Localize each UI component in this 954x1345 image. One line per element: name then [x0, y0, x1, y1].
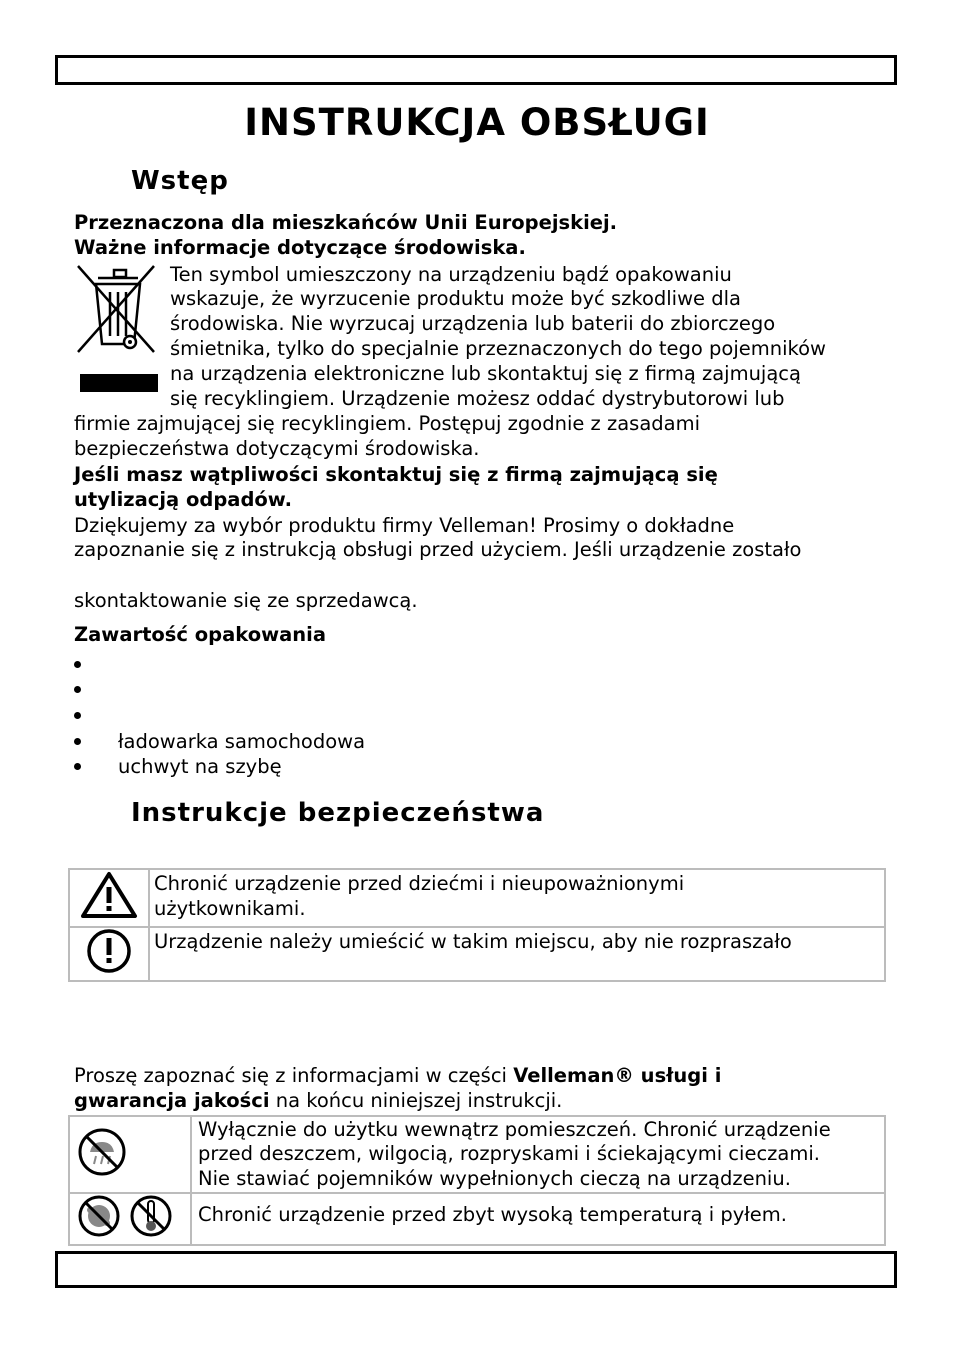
icon-cell — [69, 927, 149, 981]
icon-cell — [69, 869, 149, 927]
environment-table — [68, 1115, 886, 1246]
page-title: INSTRUKCJA OBSŁUGI — [244, 101, 710, 144]
weee-line: wskazuje, że wyrzucenie produktu może być szkodliwe dla — [170, 287, 741, 310]
table-row — [69, 869, 885, 927]
environment-info-line: Ważne informacje dotyczące środowiska. — [74, 236, 526, 259]
text-cell — [191, 1116, 885, 1193]
safety-table — [68, 868, 886, 982]
weee-line: się recyklingiem. Urządzenie możesz oddać dystrybutorowi lub — [170, 387, 785, 410]
list-item: ładowarka samochodowa — [118, 730, 366, 753]
table-row — [69, 1193, 885, 1245]
list-bullet — [73, 657, 85, 669]
warranty-note-bold: Velleman® usługi i — [513, 1064, 722, 1087]
weee-crossed-bin-icon — [74, 262, 162, 396]
table-row — [69, 927, 885, 981]
warranty-note-line-2 — [74, 1088, 562, 1113]
eu-residents-line: Przeznaczona dla mieszkańców Unii Europejskiej. — [74, 211, 618, 234]
warranty-note-prefix: Proszę zapoznać się z informacjami w części — [74, 1064, 514, 1087]
weee-line: Ten symbol umieszczony na urządzeniu bądź opakowaniu — [170, 263, 732, 286]
text-cell — [149, 869, 885, 927]
safety-text-line: użytkownikami. — [154, 897, 306, 920]
table-row — [69, 1116, 885, 1193]
list-bullet — [73, 708, 85, 720]
list-bullet — [73, 759, 85, 771]
section-heading-contents: Zawartość opakowania — [74, 623, 327, 646]
thanks-line: zapoznanie się z instrukcją obsługi przed użyciem. Jeśli urządzenie zostało — [74, 538, 802, 561]
icon-cell — [69, 1116, 191, 1193]
text-cell — [191, 1193, 885, 1245]
section-heading-safety: Instrukcje bezpieczeństwa — [131, 798, 545, 828]
exclamation-circle-icon — [84, 928, 134, 974]
text-cell — [149, 927, 885, 981]
warning-triangle-icon — [79, 870, 139, 920]
dealer-contact-line: skontaktowanie się ze sprzedawcą. — [74, 589, 418, 612]
weee-continuation-line: bezpieczeństwa dotyczącymi środowiska. — [74, 437, 480, 460]
section-heading-intro: Wstęp — [131, 166, 229, 196]
warranty-note-suffix: na końcu niniejszej instrukcji. — [269, 1089, 563, 1112]
no-rain-icon — [76, 1126, 128, 1178]
safety-text-line: Chronić urządzenie przed dziećmi i nieupoważnionymi — [154, 872, 685, 895]
warranty-note-bold: gwarancja jakości — [74, 1089, 270, 1112]
footer-bar — [55, 1251, 897, 1288]
safety-text-line: Urządzenie należy umieścić w takim miejscu, aby nie rozpraszało — [154, 930, 792, 953]
env-text-line: przed deszczem, wilgocią, rozpryskami i ściekającymi cieczami. — [198, 1142, 820, 1165]
doubt-contact-line: Jeśli masz wątpliwości skontaktuj się z firmą zajmującą się — [74, 463, 718, 486]
env-text-line: Chronić urządzenie przed zbyt wysoką temperaturą i pyłem. — [198, 1203, 787, 1226]
list-bullet — [73, 682, 85, 694]
header-bar — [55, 55, 897, 85]
env-text-line: Wyłącznie do użytku wewnątrz pomieszczeń. Chronić urządzenie — [198, 1118, 831, 1141]
env-text-line: Nie stawiać pojemników wypełnionych cieczą na urządzeniu. — [198, 1167, 791, 1190]
weee-continuation-line: firmie zajmującej się recyklingiem. Postępuj zgodnie z zasadami — [74, 412, 701, 435]
list-bullet — [73, 734, 85, 746]
icon-cell — [69, 1193, 191, 1245]
weee-line: na urządzenia elektroniczne lub skontaktuj się z firmą zajmującą — [170, 362, 801, 385]
thanks-line: Dziękujemy za wybór produktu firmy Velleman! Prosimy o dokładne — [74, 514, 735, 537]
no-dust-icon — [76, 1194, 122, 1238]
list-item: uchwyt na szybę — [118, 755, 282, 778]
weee-line: środowiska. Nie wyrzucaj urządzenia lub baterii do zbiorczego — [170, 312, 776, 335]
warranty-note-line-1 — [74, 1063, 721, 1088]
doubt-contact-line: utylizacją odpadów. — [74, 488, 292, 511]
no-heat-icon — [128, 1194, 174, 1238]
weee-line: śmietnika, tylko do specjalnie przeznaczonych do tego pojemników — [170, 337, 827, 360]
